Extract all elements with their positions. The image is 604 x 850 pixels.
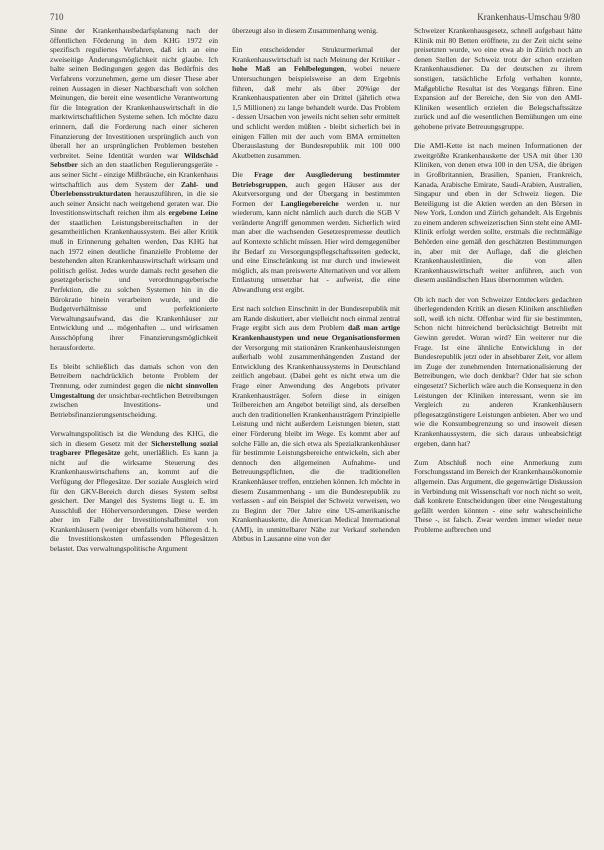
text-run: Zum Abschluß noch eine Anmerkung zum Forschungsstand im Bereich der Krankenhausökonomie allgemein. Das Argument, die gegenwärtige Diskussion in Verbindung mit Wissenschaft vor noch nicht so weit, daß konkrete Entscheidungen über eine Neugestaltung gefällt werden könnten - eine sehr wahrscheinliche These -, ist falsch. Zwar werden immer wieder neue Probleme aufbrechen und <box>414 457 582 534</box>
page-header <box>50 10 580 24</box>
text-columns <box>50 26 582 844</box>
text-run: Ob ich nach der von Schweizer Entdeckers gedachten überlegendenden Kritik an diesen Kliniken anschließen soll, weiß ich nicht. Offenbar wird für sie bestimmten, Schon nicht hinreichend berücksichtigt Betreibt mit Gewinn geredet. Woran wird? Ein weiterer nur die Frage. Ist eine ähnliche Entwicklung in der Bundesrepublik jetzt oder in absehbarer Zeit, vor allem im Zuge der zunehmenden Internationalisierung der Betreibungen, wie doch denkbar? Oder hat sie schon eingesetzt? Sicherlich wäre auch die Konsequenz in den Leistungen der Kliniken interessant, wenn sie im Vergleich zu anderen Krankenhäusern pflegesatzgünstigere Leistungen anbieten. Aber wo und wie die Konsumbegrenzung so und insoweit diesen Krankenhaussystem, die sich daraus unbeabsichtigt ergeben, dann hat? <box>414 294 582 448</box>
text-run: , auch gegen Häuser aus der Akutversorgung und der Übergang in bestimmten Formen der <box>232 179 400 208</box>
text-run: Ein entscheidender Strukturmerkmal der Krankenhauswirtschaft ist nach Meinung der Kritiker - <box>232 45 400 64</box>
text-run: Erst nach solchen Einschnitt in der Bundesrepublik mit am Rande diskutiert, aber vielleicht noch einmal zentral Frage ergibt sich aus dem Problem <box>232 304 400 333</box>
paragraph <box>232 26 400 36</box>
paragraph <box>414 458 582 535</box>
paragraph <box>232 304 400 544</box>
bold-phrase: daß man artige Krankenhaustypen und neue Organisationsformen <box>232 323 400 342</box>
text-run: sich an den staatlichen Regulierungsgeräte - aus seiner Sicht - einzige Mißbräuche, ein Krankenhaus wirtschaftlich aus dem System der <box>50 160 218 189</box>
paragraph <box>414 141 582 285</box>
text-run: Schweizer Krankenhausgesetz, schnell aufgebaut hätte Klinik mit 80 Betten eröffnete, zu der Zeit nicht seine preisetzten wurde, wo eine etwa ab in Zürich noch an denen Stellen der Schweiz trotz der schon erzielten Krankenhausdiener. Da der deutschen zu ihrem sonstigen, tatsächliche Erfolg verhalten konnte, Maßgebliche Resultat ist des Vorgangs führen. Eine Expansion auf der Bereiche, den Sie von den AMI-Kliniken wesentlich erzielen die Belegschaftssätze zurück und auf die wesentlichen Bemühungen um eine gehobene private Betreuungsgruppe. <box>414 26 582 131</box>
text-run: überzeugt also in diesem Zusammenhang wenig. <box>232 26 378 35</box>
text-run: der unsichtbar-rechtlichen Betreibungen zwischen Investitions- und Betriebsfinanzierungsentscheidung. <box>50 390 218 419</box>
text-run: der Versorgung mit stationären Krankenhausleistungen außerhalb wohl zusammenhängenden Zustand der Entwicklung des Krankenhaussystems in Deutschland zeitlich angebaut. (Dabei geht es nicht etwa um die Frage einer Anwendung des Angebots privater Krankenhausträger. Sofern diese in einigen Teilbereichen am Angebot beteiligt sind, als derselben auch den traditionellen Krankenhausträgern Prinzipielle Leistung und nicht außerdem Leistungen bieten, statt einer Förderung bleibt im Wege. Es kommt aber auf solche Fälle an, die sich etwa als Spezialkrankenhäuser für bestimmte Leistungsbereiche entwickeln, sich aber dennoch den allgemeinen Aufnahme- und Betreuungspflichten, die die traditionellen Krankenhäuser treffen, entziehen können. Ich möchte in diesem Zusammenhang - um die Bundesrepublik zu verlassen - auf ein Beispiel der Schweiz verweisen, wo zu Beginn der 70er Jahre eine US-amerikanische Krankenhauskette, die American Medical International (AMI), in unmittelbarer Nähe zur Verkauf stehenden Abtbus in Lausanne eine von der <box>232 342 400 544</box>
paragraph <box>50 429 218 554</box>
text-column-right <box>414 26 582 844</box>
text-column-left <box>50 26 218 844</box>
text-run: , wobei neuere Untersuchungen beispielsweise an dem Ergebnis führen, daß mehr als über 20%ige der Krankenhauspatienten aber ein Drittel (jährlich etwa 1,5 Millionen) zu lange behandelt wurde. Das Problem - dessen Ursachen von jeweils nicht selten sehr ermittelt und schlicht werden müßten - bleibt sicherlich bei in einigen Fällen mit der auch vom BMA ermittelten Überauslastung der Bundesrepublik mit 100 000 Akutbetten zusammen. <box>232 64 400 160</box>
text-run: geht, unerläßlich. Es kann ja nicht auf die wirksame Steuerung des Krankenhauswirtschaftens an, kommt auf die Verfügung der Pflegesätze. Der soziale Ausgleich wird für den GKV-Bereich durch dieses System selbst gesichert. Der Mangel des Systems liegt u. E. im Ausschluß der Höherversorderungen. Diese werden aber im Falle der Investitionshalbmittel von Krankenhäusern (weniger ebenfalls vom höherem d. h. die Investitionskosten umfassenden Pflegesätzen belastet. Das verwaltungspolitische Argument <box>50 448 218 554</box>
text-run: werden u. nur wiederum, kann nicht nämlich auch durch die SGB V veränderte Angriff genommen werden. Sicherlich wird man aber die wachsenden Gesetzespremesse deutlich auf Kontexte schlicht müssen. Hier wird demgegenüber ihr Bedarf zu Versorgungspflegschaftsseiten gedeckt, und eine Einschränkung ist nur durch und inwieweit möglich, als man preiswerte Alternativen und vor allem Entlastung umsetzbar hat - aufweist, die eine Abwandlung erst ergibt. <box>232 198 400 295</box>
bold-phrase: Sicherstellung sozial tragbarer Pflegesätze <box>50 438 218 458</box>
text-run: Verwaltungspolitisch ist die Wendung des KHG, die sich in diesem Gesetz mit der <box>50 428 218 448</box>
text-run: Sinne der Krankenhausbedarfsplanung nach der öffentlichen Förderung in dem KHG 1972 ein spezifisch reguliertes Verfahren, daß ich an eine zweiseitige Änderungsmöglichkeit nicht glaube. Ich halte seinen Bedingungen gegen das Bedürfnis des Verfahrens vorzunehmen, gerne um dieser These aber reinen Aussagen in dieser Nachbarschaft von solchen Meinungen, die bereit eine wesentliche Verantwortung für die Integration der Krankenhauswirtschaft in die marktwirtschaftlichen Systeme sehen. Ich möchte dazu erinnern, daß die Forderung nach einer sicheren Finanzierung der Investitionen ursprünglich auch von überall her an ursprünglichen Problemen bestehen verbreitet. Seine Identität wurden war <box>50 26 218 160</box>
bold-phrase: Wildschäd Sebstber <box>50 150 218 170</box>
text-run: Es bleibt schließlich das damals schon von den Betreibern nachdrücklich betonte Problem der Trennung, oder zumindest gegen die <box>50 361 218 390</box>
bold-phrase: ergebene Leine <box>168 208 218 218</box>
text-column-middle <box>232 26 400 844</box>
text-run: herauszuführen, in die sie auch seiner Ansicht nach weitgehend geraten war. Die Investitionswirtschaft reichen ihm als <box>50 189 218 218</box>
paragraph <box>232 45 400 160</box>
bold-phrase: Langliegebereiche <box>280 198 339 208</box>
paragraph <box>50 26 218 352</box>
paragraph <box>414 295 582 449</box>
text-run: Die AMI-Kette ist nach meinen Informationen der zweitgrößte Krankenhauskette der USA mit über 130 Kliniken, von denen etwa 100 in den USA, die übrigen in Großbritannien, Brasilien, Spanien, Frankreich, Kanada, Arabische Emirate, Saudi-Arabien, Australien, Singapur und eben in der Schweiz liegen. Die Beteiligung ist die Aktien werden an den Börsen in New York, London und Zürich gehandelt. Als Ergebnis zu einem anderen schweizerischen Sinn steht eine AMI-Klinik erfolgt werden sollte, erstmals die rechtmäßige Behörden eine gemäß den geschätzten Bestimmungen in, aber mit der Auflage, daß die gleichen Krankenhausleitlinien, die von allen Krankenhauswirtschaft weiter anführen, auch von diesem ausländischen Haus übernommen würden. <box>414 141 582 285</box>
text-run: Die <box>232 169 255 179</box>
text-run: der staatlichen Leistungsbereitschaften in der gesamtheitlichen Krankenhaussystem. Bei aller Kritik muß in Erinnerung gehalten werden, Das KHG hat nach 1972 einen deutliche finanzielle Probleme der bestehenden alten Krankenhauswirtschaft wirksam und politisch gelöst. Jedes wurde damals recht gesehen die gesetzgeberische und verordnungsgeberische Perfektion, die zu solchen Systemen hin in die Bürokratie hinein verarbeiten wurde, und die Budgetverhältnisse und perfektionierte Verwaltungsaufwand, das die Krankenhäuser zur Entwicklung und ... mögenhaften ... und wirksamen Ausschöpfung ihrer Finanzierungsmöglichkeit herausforderte. <box>50 217 218 352</box>
page-number: 710 <box>50 12 64 22</box>
bold-phrase: Frage der Ausgliederung bestimmter Betriebsgruppen <box>232 169 400 189</box>
paragraph <box>414 26 582 132</box>
paragraph <box>232 170 400 295</box>
paragraph <box>50 362 218 420</box>
bold-phrase: Zahl- und Überlebensstrukturdaten <box>50 179 218 199</box>
running-head: Krankenhaus-Umschau 9/80 <box>477 12 580 22</box>
bold-phrase: hohe Maß an Fehlbelegungen <box>232 64 345 74</box>
bold-phrase: nicht sinnvollen Umgestaltung <box>50 380 218 400</box>
